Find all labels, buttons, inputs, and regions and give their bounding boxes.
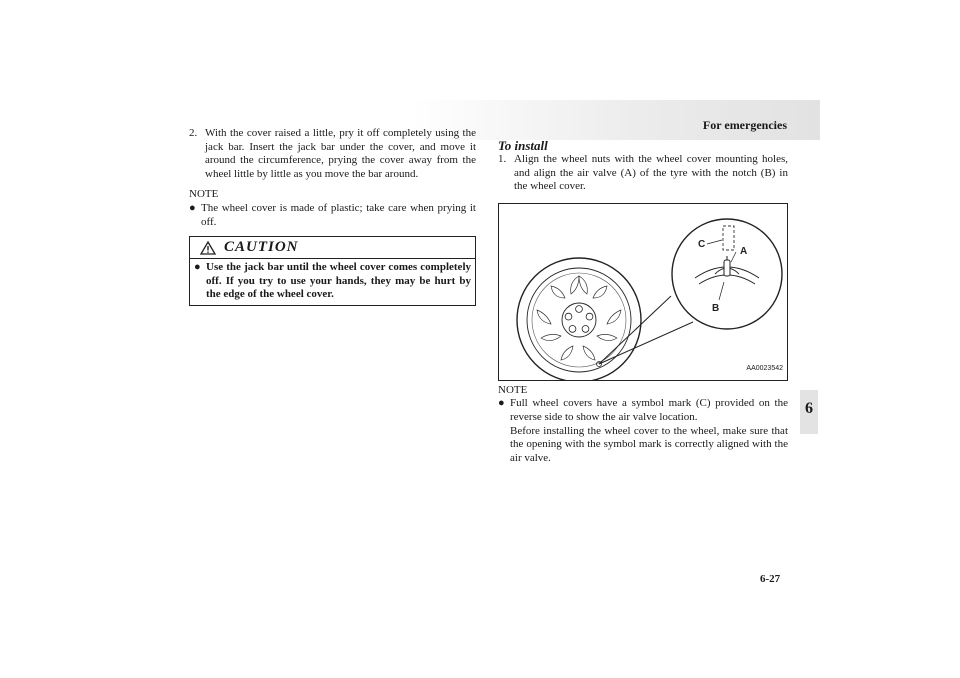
note-heading: NOTE bbox=[498, 383, 528, 396]
step-number: 1. bbox=[498, 153, 507, 165]
chapter-number: 6 bbox=[805, 400, 813, 417]
nut-holes bbox=[565, 305, 593, 332]
note-paragraph-1: Full wheel covers have a symbol mark (C) provided on the reverse side to show the air valve location. bbox=[510, 397, 788, 423]
install-step-1 bbox=[498, 153, 788, 194]
note-item bbox=[498, 397, 788, 465]
wheel-cover-illustration bbox=[498, 203, 788, 381]
caution-text: Use the jack bar until the wheel cover comes completely off. If you try to use your hands, they may be hurt by the edge of the wheel cover. bbox=[206, 261, 471, 301]
page-number: 6-27 bbox=[760, 573, 781, 585]
caution-heading: CAUTION bbox=[224, 239, 299, 256]
note-text: The wheel cover is made of plastic; take care when prying it off. bbox=[201, 201, 476, 228]
note-heading: NOTE bbox=[189, 188, 219, 201]
label-c: C bbox=[698, 238, 706, 250]
caution-box bbox=[189, 236, 476, 306]
air-valve bbox=[724, 260, 730, 276]
note-item bbox=[189, 202, 476, 229]
step-text: Align the wheel nuts with the wheel cover mounting holes, and align the air valve (A) of the tyre with the notch (B) in the wheel cover. bbox=[514, 153, 788, 193]
figure-code: AA0023542 bbox=[746, 365, 783, 373]
note-paragraph-2: Before installing the wheel cover to the wheel, make sure that the opening with the symbol mark is correctly aligned with the air valve. bbox=[510, 424, 788, 464]
bullet-icon: ● bbox=[498, 397, 505, 410]
left-column bbox=[189, 127, 476, 306]
caution-divider bbox=[190, 258, 475, 259]
leader-line-bottom bbox=[599, 322, 693, 364]
note-body bbox=[510, 397, 788, 465]
bullet-icon: ● bbox=[189, 201, 196, 214]
section-title: To install bbox=[498, 138, 548, 153]
step-text: With the cover raised a little, pry it off completely using the jack bar. Insert the jack bar under the cover, and move it around the circumference, prying the cover away from the wheel little by little as you move the bar around. bbox=[205, 127, 476, 180]
label-a: A bbox=[740, 245, 748, 257]
label-b: B bbox=[712, 302, 720, 314]
bullet-icon: ● bbox=[194, 261, 201, 274]
caution-header bbox=[200, 239, 471, 257]
step-number: 2. bbox=[189, 127, 198, 139]
wheel-diagram bbox=[499, 204, 787, 380]
wheel-cover-pattern bbox=[537, 276, 621, 360]
removal-step-2 bbox=[189, 127, 476, 181]
warning-triangle-icon bbox=[200, 241, 216, 255]
caution-item bbox=[194, 261, 471, 302]
leader-line-top bbox=[599, 296, 671, 364]
header-title: For emergencies bbox=[702, 118, 787, 132]
right-column bbox=[498, 139, 788, 465]
wheel-cover-edge bbox=[532, 273, 626, 367]
